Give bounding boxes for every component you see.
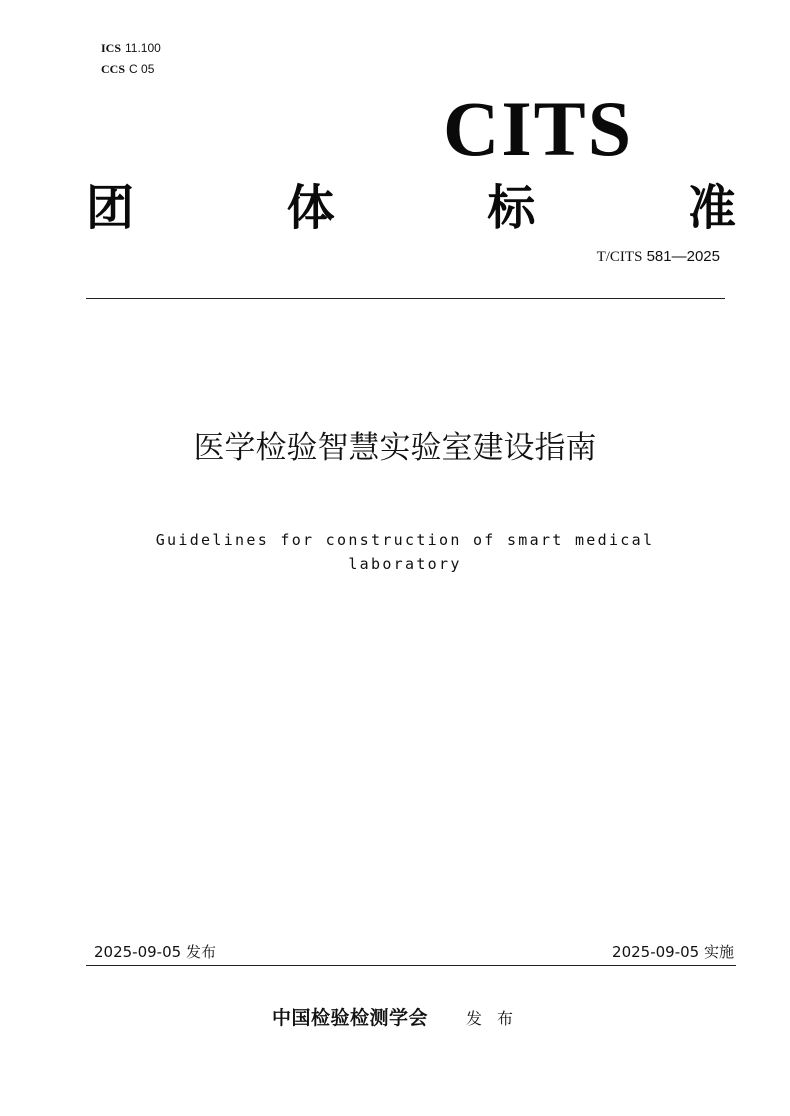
category-char-4: 准 xyxy=(687,180,736,236)
ccs-label: CCS xyxy=(101,62,126,76)
standard-prefix: T/CITS xyxy=(596,249,643,265)
category-char-1: 团 xyxy=(86,180,135,236)
ics-value: 11.100 xyxy=(125,41,161,55)
english-title-line-1: Guidelines for construction of smart medical xyxy=(155,531,655,549)
publisher-name: 中国检验检测学会 xyxy=(271,1007,428,1029)
standard-number-value: 581—2025 xyxy=(646,248,720,265)
top-divider xyxy=(86,298,725,299)
issue-date: 2025-09-05 发布 xyxy=(94,943,216,961)
standard-number xyxy=(597,248,720,266)
ics-label: ICS xyxy=(101,41,122,55)
ccs-value: C 05 xyxy=(129,62,155,76)
publisher-line xyxy=(0,1004,790,1033)
bottom-divider xyxy=(86,965,736,966)
english-title-line-2: laboratory xyxy=(348,555,462,573)
document-title-chinese: 医学检验智慧实验室建设指南 xyxy=(193,430,597,466)
publisher-action: 发 布 xyxy=(465,1009,519,1028)
category-char-2: 体 xyxy=(286,180,335,236)
ccs-code xyxy=(101,62,154,76)
implementation-date: 2025-09-05 实施 xyxy=(612,943,734,961)
ics-code xyxy=(101,41,161,55)
category-char-3: 标 xyxy=(487,180,536,236)
cits-logo: CITS xyxy=(443,85,634,172)
standard-category-heading xyxy=(86,180,736,236)
document-title-english xyxy=(120,528,690,576)
